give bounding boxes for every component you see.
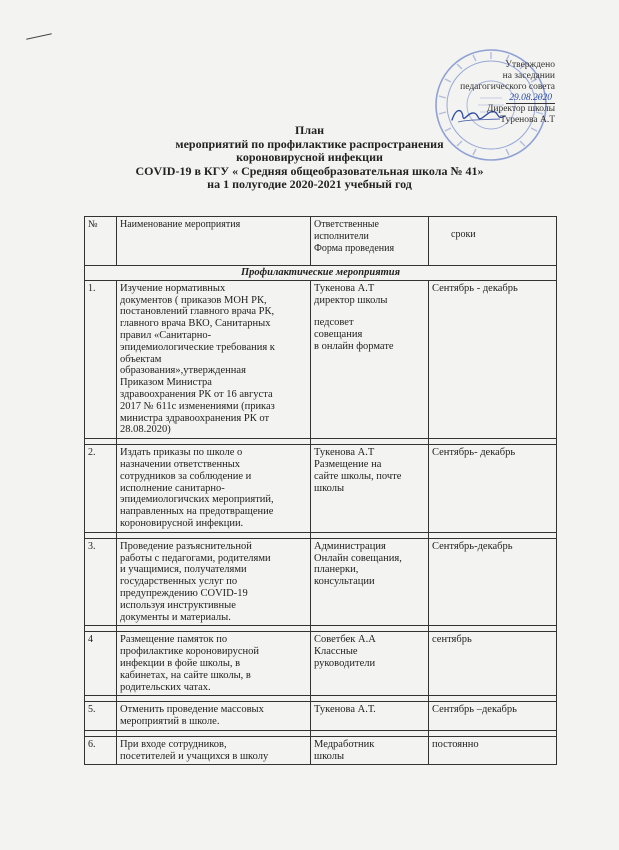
row-number: 5. [85, 702, 117, 731]
row-number: 1. [85, 280, 117, 438]
responsible-line: Размещение на [314, 458, 382, 470]
responsible-line: школы [314, 482, 345, 494]
measure-name-line: эпидемиологичских мероприятий, [120, 494, 274, 506]
term: Сентябрь –декабрь [429, 702, 557, 731]
responsible-line: школы [314, 750, 345, 762]
table-row [85, 702, 557, 731]
responsible-line: консультации [314, 576, 375, 588]
measure-name [117, 632, 311, 696]
measure-name-line: профилактике короновирусной [120, 646, 260, 658]
responsible-line: Советбек А.А [314, 634, 376, 646]
measure-name-line: государственных услуг по [120, 576, 238, 588]
responsible-line: педсовет [314, 317, 354, 329]
measure-name-line: Проведение разъяснительной [120, 540, 252, 552]
row-number: 4 [85, 632, 117, 696]
measure-name-line: объектам [120, 353, 162, 365]
measure-name-line: исполнение санитарно- [120, 482, 225, 494]
title-line: План [295, 123, 324, 137]
measure-name-line: кабинетах, на сайте школы, в [120, 669, 251, 681]
responsible-line: планерки, [314, 564, 359, 576]
row-number: 2. [85, 445, 117, 533]
measure-name-line: направленных на предотвращение [120, 506, 274, 518]
measure-name-line: здравоохранения РК от 16 августа [120, 388, 273, 400]
measure-name [117, 445, 311, 533]
measure-name-line: инфекции в фойе школы, в [120, 657, 241, 669]
responsible [311, 702, 429, 731]
responsible-line: Тукенова А.Т [314, 447, 375, 459]
approval-line: Утверждено [505, 60, 555, 70]
term: постоянно [429, 736, 557, 765]
title-line: короновирусной инфекции [236, 150, 383, 165]
approval-line: Туренова А.Т [500, 115, 555, 125]
term: Сентябрь-декабрь [429, 538, 557, 626]
section-title: Профилактические мероприятия [85, 266, 557, 281]
measure-name-line: используя инструктивные [120, 599, 236, 611]
measure-name-line: министра здравоохранения РК от [120, 412, 270, 424]
measure-name-line: Отменить проведение массовых [120, 704, 264, 716]
term: Сентябрь - декабрь [429, 280, 557, 438]
measure-name-line: родительских чатах. [120, 681, 211, 693]
measure-name-line: документов ( приказов МОН РК, [120, 294, 267, 306]
measure-name-line: правил «Санитарно- [120, 329, 212, 341]
measure-name-line: и учащимися, получателями [120, 564, 247, 576]
measure-name [117, 702, 311, 731]
measure-name-line: Издать приказы по школе о [120, 447, 243, 459]
approval-line: педагогического совета [460, 82, 555, 92]
measure-name-line: посетителей и учащихся в школу [120, 750, 269, 762]
measure-name-line: работы с педагогами, родителями [120, 552, 271, 564]
measure-name-line: сотрудников за соблюдение и [120, 470, 252, 482]
row-number: 3. [85, 538, 117, 626]
title-line: мероприятий по профилактике распространения [175, 136, 444, 151]
section-row [85, 266, 557, 281]
document-title [0, 124, 619, 192]
responsible-line: Онлайн совещания, [314, 552, 402, 564]
measure-name-line: 2017 № 611с изменениями (приказ [120, 400, 275, 412]
measure-name [117, 736, 311, 765]
header-term: сроки [429, 217, 557, 266]
table-row [85, 736, 557, 765]
header-responsible: Ответственные исполнители Форма проведения [311, 217, 429, 266]
measure-name-line: Изучение нормативных [120, 282, 226, 294]
responsible [311, 280, 429, 438]
table-header-row [85, 217, 557, 266]
measure-name-line: При входе сотрудников, [120, 738, 227, 750]
measure-name-line: короновирусной инфекции. [120, 517, 244, 529]
measures-table [84, 216, 557, 765]
measure-name-line: главного врача ВКО, Санитарных [120, 318, 271, 330]
pen-mark [26, 33, 52, 39]
measure-name-line: назначении ответственных [120, 458, 241, 470]
approval-date: 29.08.2020 [506, 93, 555, 104]
approval-line: Директор школы [486, 104, 555, 114]
term: сентябрь [429, 632, 557, 696]
responsible-line [314, 306, 425, 317]
measure-name-line: предупреждению COVID-19 [120, 587, 248, 599]
responsible [311, 445, 429, 533]
table-row [85, 445, 557, 533]
responsible-line: Медработник [314, 738, 375, 750]
measure-name-line: 28.08.2020) [120, 424, 171, 436]
term: Сентябрь- декабрь [429, 445, 557, 533]
measure-name-line: эпидемиологические требования к [120, 341, 275, 353]
responsible-line: Администрация [314, 540, 386, 552]
measure-name-line: Размещение памяток по [120, 634, 228, 646]
responsible [311, 632, 429, 696]
table-row [85, 280, 557, 438]
measure-name-line: образования»,утвержденная [120, 365, 246, 377]
responsible-line: сайте школы, почте [314, 470, 402, 482]
header-num: № [85, 217, 117, 266]
measure-name-line: мероприятий в школе. [120, 716, 220, 728]
responsible-line: директор школы [314, 294, 388, 306]
header-name: Наименование мероприятия [117, 217, 311, 266]
table-row [85, 632, 557, 696]
row-number: 6. [85, 736, 117, 765]
measure-name-line: Приказом Министра [120, 377, 212, 389]
approval-line: на заседании [502, 71, 555, 81]
approval-block [460, 60, 555, 126]
responsible [311, 736, 429, 765]
responsible-line: Классные [314, 646, 358, 658]
responsible-line: совещания [314, 329, 363, 341]
responsible-line: Тукенова А.Т. [314, 704, 376, 716]
responsible-line: Тукенова А.Т [314, 282, 375, 294]
title-line: на 1 полугодие 2020-2021 учебный год [207, 177, 412, 192]
table-row [85, 538, 557, 626]
measure-name-line: постановлений главного врача РК, [120, 306, 275, 318]
measure-name [117, 538, 311, 626]
title-line: COVID-19 в КГУ « Средняя общеобразовательная школа № 41» [135, 163, 484, 178]
responsible-line: руководители [314, 657, 376, 669]
responsible-line: в онлайн формате [314, 340, 394, 352]
responsible [311, 538, 429, 626]
measure-name [117, 280, 311, 438]
measure-name-line: документы и материалы. [120, 611, 231, 623]
